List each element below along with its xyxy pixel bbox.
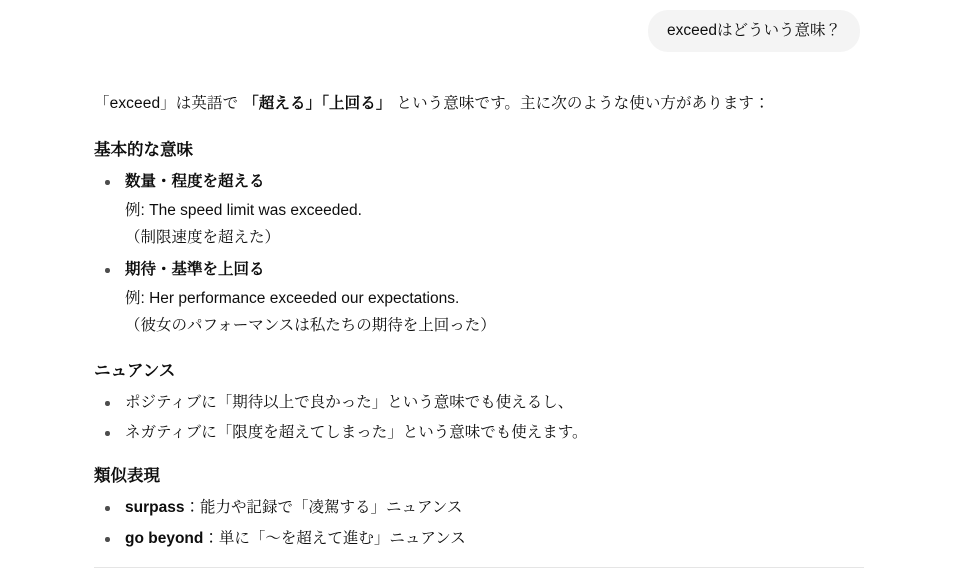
term-label: surpass [125,499,185,517]
intro-bold-1: 「超える」 [243,95,322,113]
list-item: ポジティブに「期待以上で良かった」という意味でも使えるし、 [94,391,864,415]
intro-suffix: という意味です。主に次のような使い方があります： [396,95,770,113]
term-description: ：能力や記録で「凌駕する」ニュアンス [184,499,463,517]
list-item [94,170,864,250]
term-description: ：単に「〜を超えて進む」ニュアンス [203,530,466,548]
user-message-bubble[interactable]: exceedはどういう意味？ [648,10,860,52]
item-title: 期待・基準を上回る [125,261,265,279]
item-translation: （彼女のパフォーマンスは私たちの期待を上回った） [125,317,496,335]
intro-paragraph [94,92,864,117]
intro-bold-2: 「上回る」 [321,95,392,113]
item-example: 例: The speed limit was exceeded. [125,202,362,220]
item-translation: （制限速度を超えた） [125,229,281,247]
item-example: 例: Her performance exceeded our expectations. [125,290,460,308]
list-item: ネガティブに「限度を超えてしまった」という意味でも使えます。 [94,421,864,445]
section-heading-similar-expressions: 類似表現 [94,467,160,486]
section-heading-basic-meaning: 基本的な意味 [94,141,193,160]
similar-expressions-list [94,496,864,551]
list-item [94,496,864,520]
section-heading-nuance: ニュアンス [94,362,176,381]
term-label: go beyond [125,530,204,548]
assistant-message [0,52,864,551]
message-divider [94,567,864,568]
user-message-row [0,0,964,52]
item-title: 数量・程度を超える [125,173,265,191]
list-item [94,258,864,338]
basic-meaning-list [94,170,864,338]
intro-prefix: 「exceed」は英語で [94,95,239,113]
list-item [94,527,864,551]
nuance-list [94,391,864,445]
